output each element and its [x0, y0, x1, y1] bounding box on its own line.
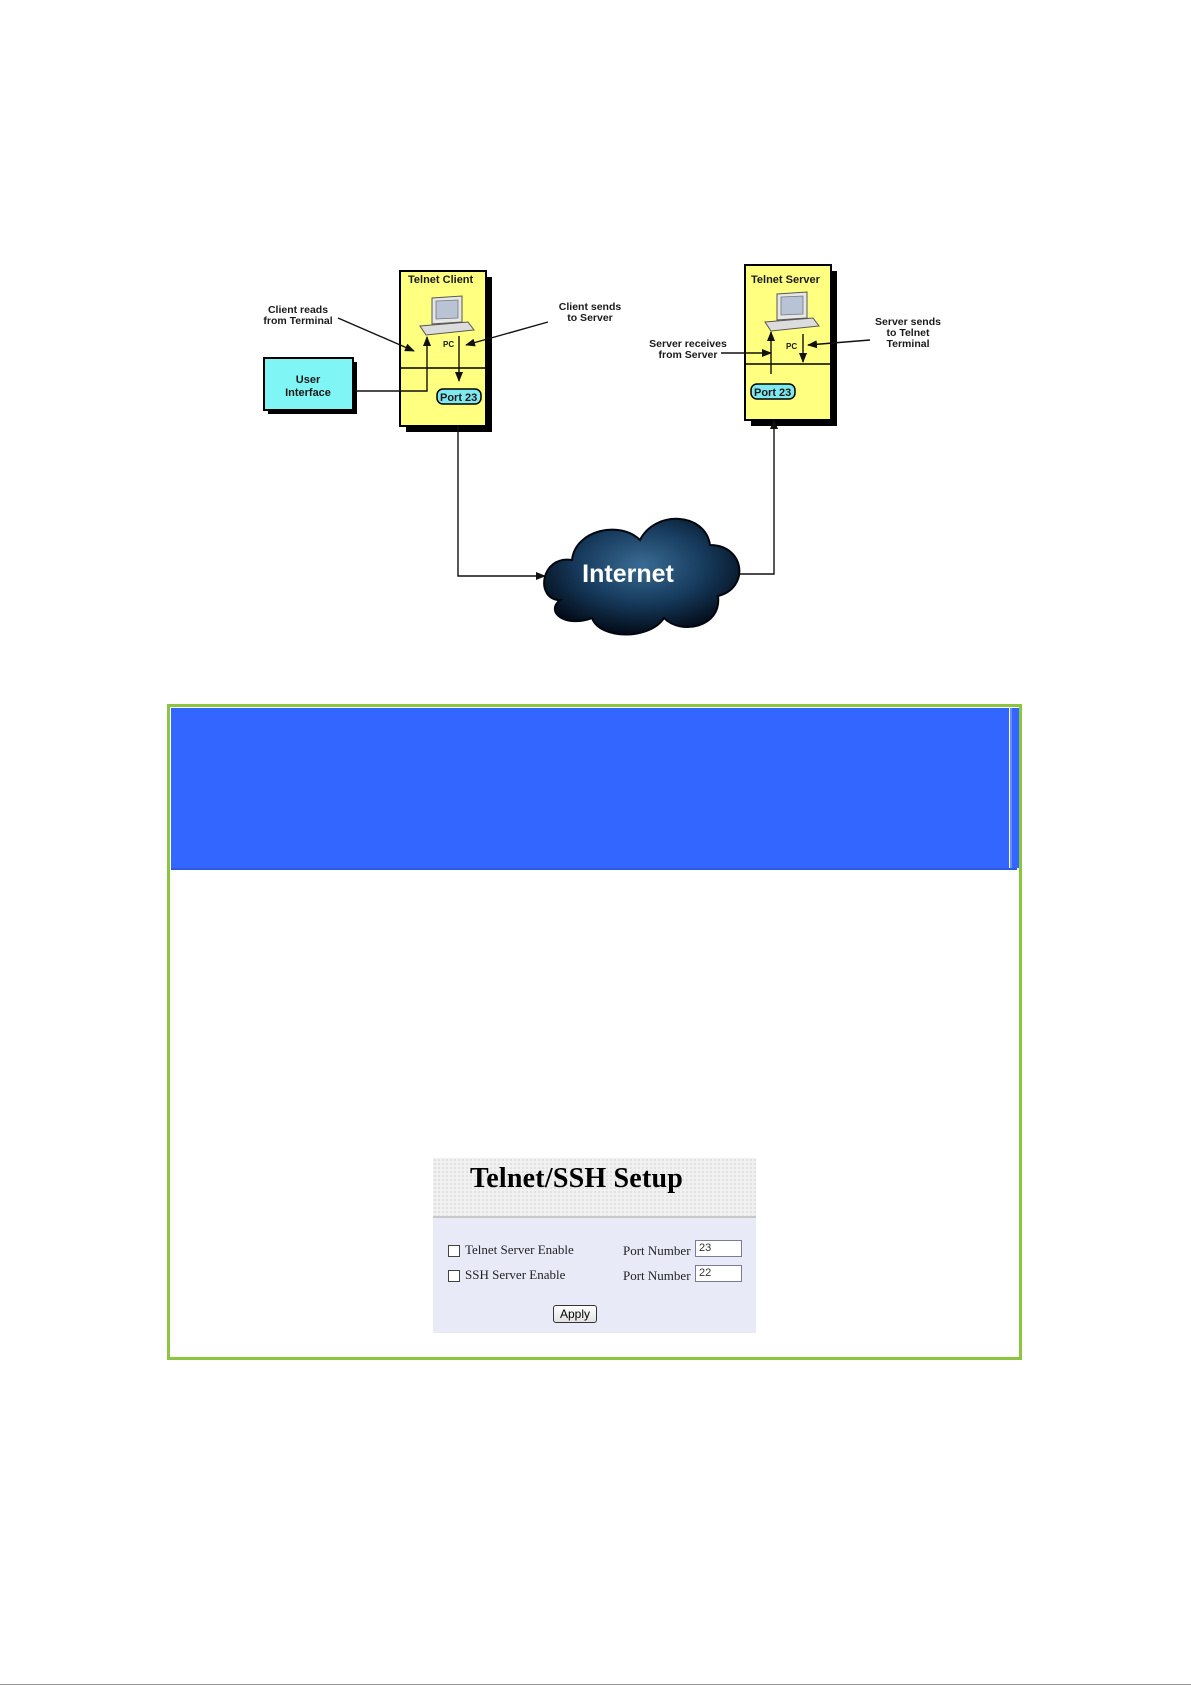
panel-header-divider: [171, 868, 1017, 870]
server-sends-label-2: to Telnet: [886, 327, 930, 339]
ssh-server-enable-label: SSH Server Enable: [465, 1267, 566, 1282]
server-sends-label-3: Terminal: [886, 338, 930, 350]
telnet-server-enable-label: Telnet Server Enable: [465, 1242, 574, 1257]
internet-cloud-icon: [544, 519, 739, 635]
ssh-server-row: [448, 1265, 748, 1287]
server-receives-label-2: from Server: [658, 349, 718, 361]
telnet-diagram: [0, 0, 1191, 680]
telnet-ssh-setup-form: [433, 1158, 756, 1333]
panel-header-edge: [1010, 708, 1019, 868]
telnet-port-input[interactable]: 23: [695, 1240, 742, 1257]
server-port: Port 23: [754, 387, 792, 399]
server-pc-label: PC: [786, 342, 798, 351]
ssh-server-enable-checkbox[interactable]: [448, 1270, 460, 1282]
client-reads-label-1: Client reads: [267, 304, 329, 316]
setup-title: Telnet/SSH Setup: [470, 1163, 684, 1194]
server-receives-label-1: Server receives: [649, 338, 727, 350]
telnet-client-box: [400, 271, 492, 432]
client-reads-label-2: from Terminal: [263, 315, 333, 327]
client-sends-label-1: Client sends: [558, 301, 622, 313]
client-sends-label-2: to Server: [567, 312, 613, 324]
ssh-port-label: Port Number: [623, 1268, 691, 1283]
ui-label-line2: Interface: [285, 387, 331, 399]
telnet-server-row: [448, 1240, 748, 1262]
server-title: Telnet Server: [751, 274, 820, 286]
ssh-port-input[interactable]: 22: [695, 1265, 742, 1282]
client-pc-label: PC: [443, 340, 455, 349]
client-port: Port 23: [440, 392, 478, 404]
telnet-port-label: Port Number: [623, 1243, 691, 1258]
ui-label-line1: User: [295, 374, 321, 386]
telnet-server-enable-checkbox[interactable]: [448, 1245, 460, 1257]
telnet-server-box: [745, 265, 837, 426]
setup-title-bar: [433, 1158, 756, 1218]
internet-label: Internet: [582, 560, 674, 588]
apply-button[interactable]: Apply: [553, 1305, 597, 1323]
user-interface-box: [264, 358, 357, 414]
server-sends-label-1: Server sends: [875, 316, 941, 328]
panel-header-bar: [171, 708, 1009, 868]
client-title: Telnet Client: [408, 274, 474, 286]
